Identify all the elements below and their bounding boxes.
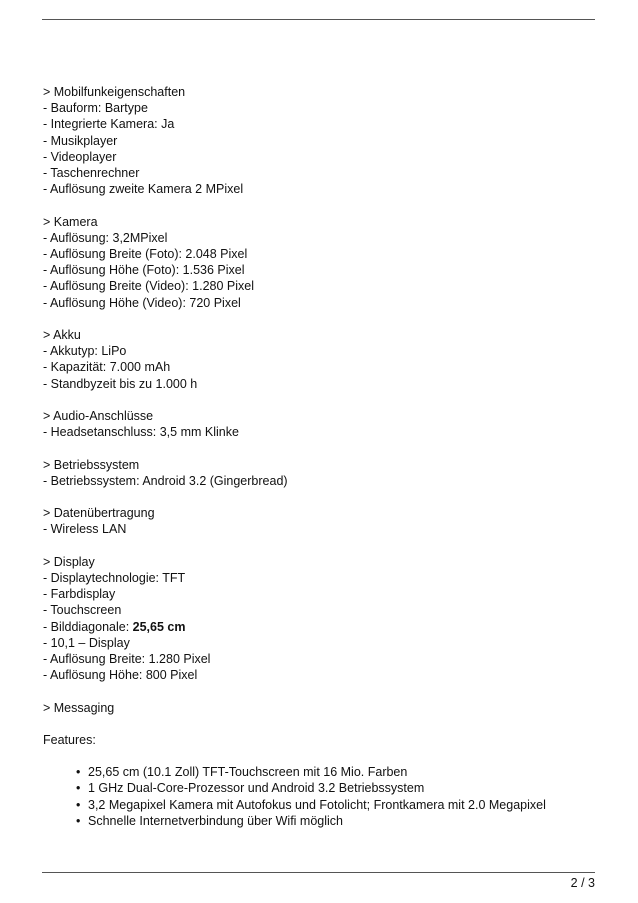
feature-text: 25,65 cm (10.1 Zoll) TFT-Touchscreen mit 16 Mio. Farben [88,765,408,780]
bullet-icon: • [76,813,81,828]
section-heading: > Akku [43,328,81,343]
features-list [43,764,603,829]
spec-line: - Taschenrechner [43,166,140,181]
section-heading: > Display [43,554,95,569]
spec-line: - Touchscreen [43,603,122,618]
spec-line: - Displaytechnologie: TFT [43,571,186,585]
section-kamera [43,214,603,311]
footer-rule [42,872,595,873]
spec-line: - Auflösung Breite (Video): 1.280 Pixel [43,279,255,294]
section-display [43,554,603,684]
spec-line: - Standbyzeit bis zu 1.000 h [43,376,198,391]
feature-text: 1 GHz Dual-Core-Prozessor und Android 3.2 Betriebssystem [88,781,425,796]
spec-line: - Auflösung Höhe: 800 Pixel [43,668,198,683]
section-heading: > Betriebssystem [43,457,140,472]
feature-item [76,797,603,813]
section-audio-anschluesse [43,408,603,440]
feature-item [76,764,603,780]
section-heading: > Audio-Anschlüsse [43,409,154,424]
page-number: 2 / 3 [570,876,595,890]
spec-line: - Bauform: Bartype [43,101,148,116]
feature-text: Schnelle Internetverbindung über Wifi möglich [88,813,343,828]
bilddiagonale-value: 25,65 cm [132,619,186,634]
section-messaging [43,700,603,716]
spec-line: - Auflösung Höhe (Video): 720 Pixel [43,295,241,310]
feature-item [76,813,603,829]
section-heading: > Datenübertragung [43,506,155,521]
spec-line: - Wireless LAN [43,522,127,537]
section-heading: > Kamera [43,214,98,229]
feature-text: 3,2 Megapixel Kamera mit Autofokus und Fotolicht; Frontkamera mit 2.0 Megapixel [88,797,546,812]
features-block [43,732,603,829]
spec-line: - Auflösung Breite (Foto): 2.048 Pixel [43,247,248,262]
feature-item [76,780,603,796]
bullet-icon: • [76,765,81,780]
section-akku [43,327,603,392]
spec-line: - Musikplayer [43,133,118,148]
section-mobilfunkeigenschaften [43,84,603,197]
spec-line: - Betriebssystem: Android 3.2 (Gingerbread) [43,473,288,488]
section-betriebssystem [43,457,603,489]
features-heading: Features: [43,733,96,747]
spec-line: - Auflösung: 3,2MPixel [43,230,168,245]
spec-line: - Auflösung Höhe (Foto): 1.536 Pixel [43,263,245,278]
spec-line: - Akkutyp: LiPo [43,344,127,359]
spec-line: - Kapazität: 7.000 mAh [43,360,171,375]
spec-line: - Videoplayer [43,149,117,164]
spec-line-bilddiagonale [43,619,603,635]
spec-line: - Auflösung Breite: 1.280 Pixel [43,652,211,667]
bullet-icon: • [76,797,81,812]
spec-line: - Auflösung zweite Kamera 2 MPixel [43,182,244,197]
bilddiagonale-label: - Bilddiagonale: [43,619,133,634]
spec-line: - Headsetanschluss: 3,5 mm Klinke [43,425,239,440]
document-body [43,84,603,829]
spec-line: - 10,1 – Display [43,635,130,650]
header-rule [42,19,595,20]
section-heading: > Mobilfunkeigenschaften [43,85,186,99]
spec-line: - Farbdisplay [43,587,116,602]
section-heading: > Messaging [43,700,115,715]
spec-line: - Integrierte Kamera: Ja [43,117,175,132]
bullet-icon: • [76,781,81,796]
section-datenuebertragung [43,505,603,537]
